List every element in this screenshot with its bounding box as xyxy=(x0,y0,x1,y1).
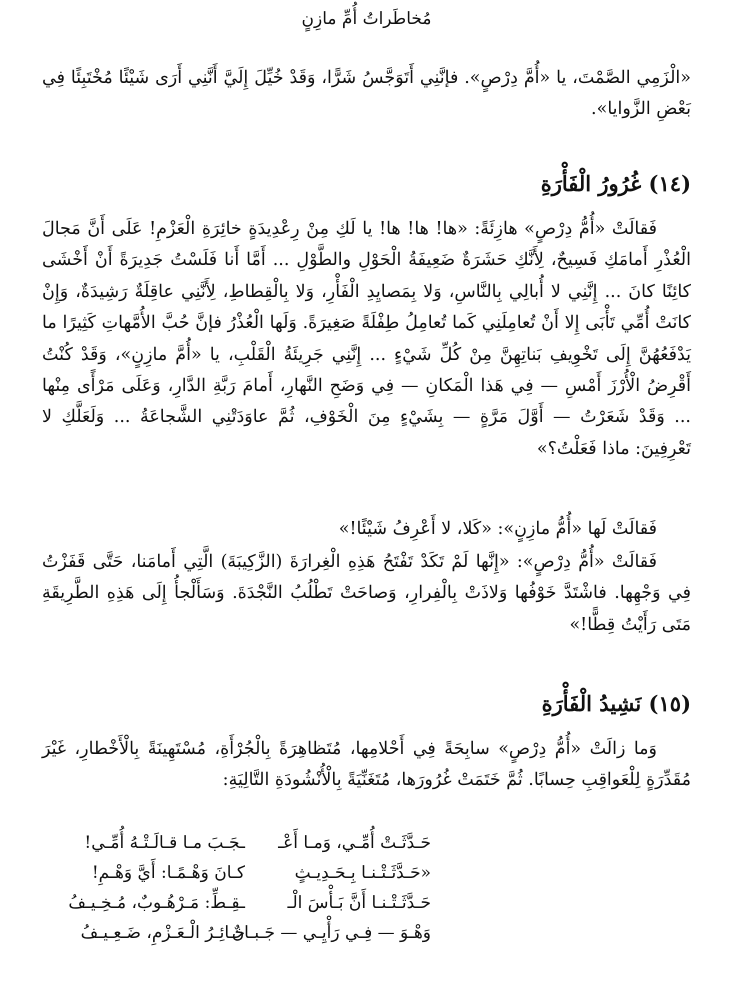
poem xyxy=(0,828,733,948)
poem-line xyxy=(0,858,733,888)
poem-second-hemistich: ـقِـطِّ: مَـرْهُـوبٌ، مُـخِـيـفُ xyxy=(68,893,245,913)
poem-first-hemistich: وَهْـوَ — فِـي رَأْيِـي — جَـبـانٌ xyxy=(231,923,431,943)
running-header: مُخاطَراتُ أُمِّ مازِنٍ xyxy=(301,9,432,29)
poem-line xyxy=(0,828,733,858)
poem-first-hemistich: حَـدَّثَـتْـنـا أَنَّ بَـأْسَ الْـ xyxy=(287,893,431,913)
poem-line xyxy=(0,918,733,948)
paragraph-song-intro: وَما زالَتْ «أُمُّ دِرْصٍ» سابِحَةً فِي أَحْلامِها، مُتَظاهِرَةً بِالْجُرْأَةِ، مُسْتَهِينَةً بِالْأَخْطارِ، غَيْرَ مُقَدِّرَةٍ لِلْعَواقِبِ حِسابًا. ثُمَّ خَتَمَتْ غُرُورَها، مُتَغَنِّيَةً بِالْأُنْشُودَةِ التَّالِيَةِ: xyxy=(42,739,691,791)
section-heading-14: (١٤) غُرُورُ الْفَأْرَةِ xyxy=(540,171,691,196)
poem-line xyxy=(0,888,733,918)
paragraph-um-dirs-story: فَقالَتْ «أُمُّ دِرْصٍ»: «إِنَّها لَمْ تَكَدْ تَفْتَحُ هَذِهِ الْغِرارَةَ (الزَّكِيبَةَ) الَّتِي أَمامَنا، حَتَّى قَفَزْتُ فِي وَجْهِها. فاشْتَدَّ خَوْفُها وَلاذَتْ بِالْفِرارِ، وَصاحَتْ تَطْلُبُ النَّجْدَةَ. وَسَأَلْجأُ إِلَى هَذِهِ الطَّرِيقَةِ مَتَى رَأَيْتُ قِطًّا!» xyxy=(42,552,691,635)
poem-second-hemistich: ـجَـبَ مـا قـالَـتْـهُ أُمِّـي! xyxy=(84,833,245,853)
poem-second-hemistich: خـائِـرُ الْـعَـزْمِ، ضَـعِـيـفُ xyxy=(80,923,245,943)
poem-first-hemistich: حَـدَّثَـتْ أُمِّـي، وَمـا أَعْـ xyxy=(278,833,431,853)
section-heading-15: (١٥) نَشِيدُ الْفَأْرَةِ xyxy=(541,691,691,716)
paragraph-continuation: «الْزَمِي الصَّمْتَ، يا «أُمَّ دِرْصٍ». فإنَّنِي أَتَوَجَّسُ شَرًّا، وَقَدْ خُيِّلَ إِلَيَّ أَنَّنِي أَرَى شَيْئًا مُخْتَبِئًا فِي بَعْضِ الزَّوايا». xyxy=(42,68,691,120)
paragraph-um-mazin-reply: فَقالَتْ لَها «أُمُّ مازِنٍ»: «كَلا، لا أَعْرِفُ شَيْئًا!» xyxy=(338,519,657,539)
poem-second-hemistich: كـانَ وَهْـمًـا: أَيَّ وَهْـمِ! xyxy=(91,863,245,883)
poem-first-hemistich: «حَـدَّثَـتْـنـا بِـحَـدِيـثٍ xyxy=(294,863,431,883)
paragraph-um-dirs-boast: فَقالَتْ «أُمُّ دِرْصٍ» هازِئَةً: «ها! ها! ها! يا لَكِ مِنْ رِعْدِيدَةٍ خائِرَةِ الْعَزْمِ! عَلَى أَنَّ مَجالَ الْعُذْرِ أَمامَكِ فَسِيحٌ، لِأَنَّكِ حَشَرَةٌ ضَعِيفَةُ الْحَوْلِ والطَّوْلِ ... أَمَّا أَنا فَلَسْتُ جَدِيرَةً أَنْ أَخْشَى كائِنًا كانَ ... إِنَّنِي لا أُبالِي بِالنَّاسِ، وَلا بِمَصايِدِ الْفَأْرِ، وَلا بِالْقِطاطِ، لِأَنَّنِي عاقِلَةٌ رَشِيدَةٌ، وَإِنْ كانَتْ أُمِّي تَأْبَى إِلا أَنْ تُعامِلَنِي كَما تُعامِلُ طِفْلَةً صَغِيرَةً. وَلَها الْعُذْرُ فإنَّ حُبَّ الأُمَّهاتِ كَثِيرًا ما يَدْفَعُهُنَّ إِلَى تَخْوِيفِ بَناتِهِنَّ مِنْ كُلِّ شَيْءٍ ... إِنَّنِي جَرِيئَةُ الْقَلْبِ، يا «أُمَّ مازِنٍ»، وَقَدْ كُنْتُ أَقْرِضُ الْأُرْزَ أَمْسِ — فِي هَذا الْمَكانِ — فِي وَضَحِ النَّهارِ، أَمامَ رَبَّةِ الدَّارِ، وَعَلَى مَرْأًى مِنْها ... وَقَدْ شَعَرْتُ — أَوَّلَ مَرَّةٍ — بِشَيْءٍ مِنَ الْخَوْفِ، ثُمَّ عاوَدَتْنِي الشَّجاعَةُ ... وَلَعَلَّكِ لا تَعْرِفِينَ: ماذا فَعَلْتُ؟» xyxy=(42,219,691,459)
